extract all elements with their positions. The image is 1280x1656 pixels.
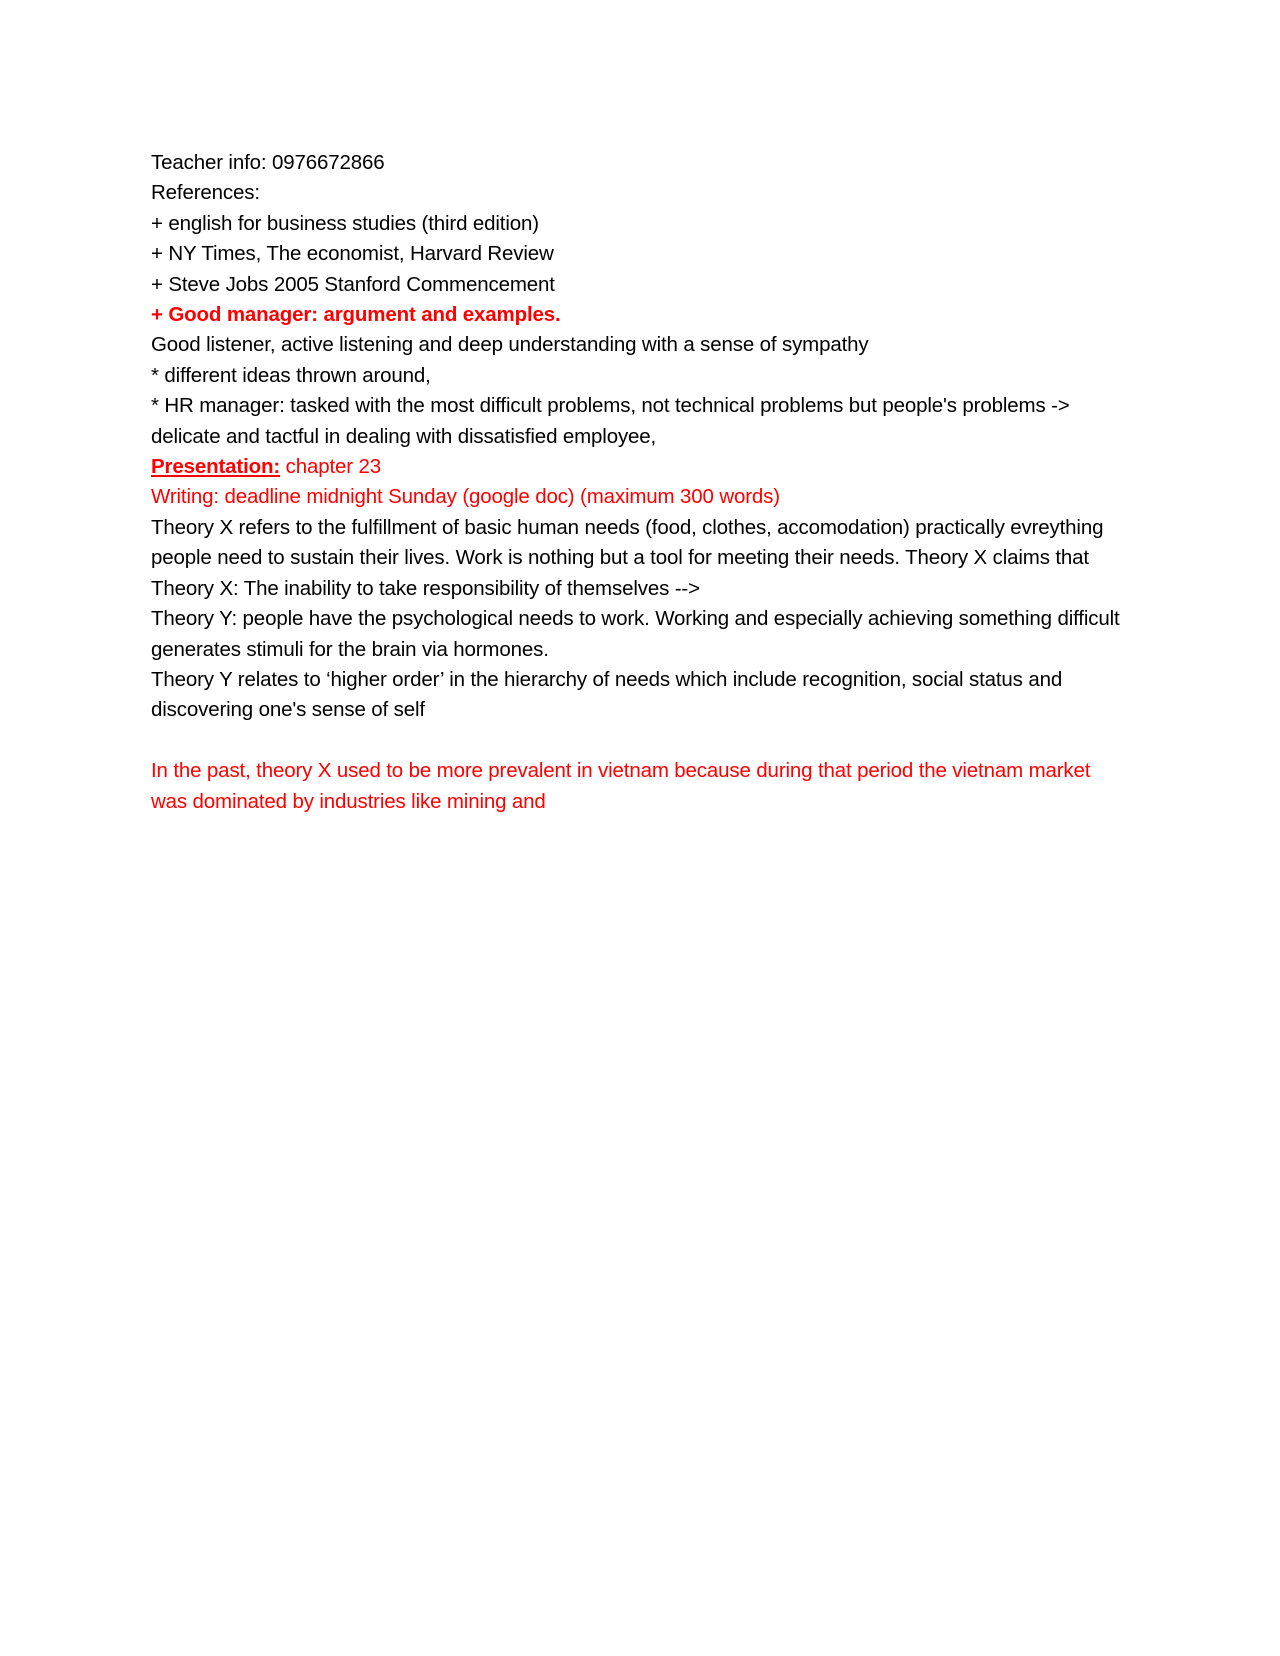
past-paragraph: In the past, theory X used to be more prevalent in vietnam because during that period the vietnam market was dominated by industries like mining and	[151, 759, 1091, 813]
references-label: References:	[151, 181, 260, 205]
teacher-info-line: Teacher info: 0976672866	[151, 151, 385, 174]
blank-line	[151, 726, 1131, 756]
presentation-label: Presentation:	[151, 455, 281, 479]
theory-x-paragraph: Theory X refers to the fulfillment of basic human needs (food, clothes, accomodation) practically evreything people need to sustain their lives. Work is nothing but a tool for meeting their needs. Theory X claims that	[151, 515, 1104, 570]
bullet-item: * different ideas thrown around,	[151, 363, 431, 387]
theory-y-paragraph: Theory Y relates to ‘higher order’ in the hierarchy of needs which include recognition, social status and discovering one's sense of self	[151, 667, 1063, 722]
good-listener-line: Good listener, active listening and deep understanding with a sense of sympathy	[151, 333, 869, 357]
presentation-line	[151, 452, 1131, 482]
reference-item: + Steve Jobs 2005 Stanford Commencement	[151, 272, 555, 296]
reference-item: + english for business studies (third edition)	[151, 211, 539, 235]
bullet-item: * HR manager: tasked with the most difficult problems, not technical problems but people's problems -> delicate and tactful in dealing with dissatisfied employee,	[151, 394, 1070, 448]
document-body[interactable]	[151, 148, 1131, 817]
presentation-value: chapter 23	[280, 455, 381, 479]
theory-y-line: Theory Y: people have the psychological needs to work. Working and especially achieving something difficult generates stimuli for the brain via hormones.	[151, 607, 1120, 661]
reference-item: + NY Times, The economist, Harvard Review	[151, 242, 554, 266]
theory-x-line: Theory X: The inability to take responsibility of themselves -->	[151, 576, 700, 600]
good-manager-heading: + Good manager: argument and examples.	[151, 303, 561, 327]
writing-line: Writing: deadline midnight Sunday (google doc) (maximum 300 words)	[151, 485, 780, 509]
